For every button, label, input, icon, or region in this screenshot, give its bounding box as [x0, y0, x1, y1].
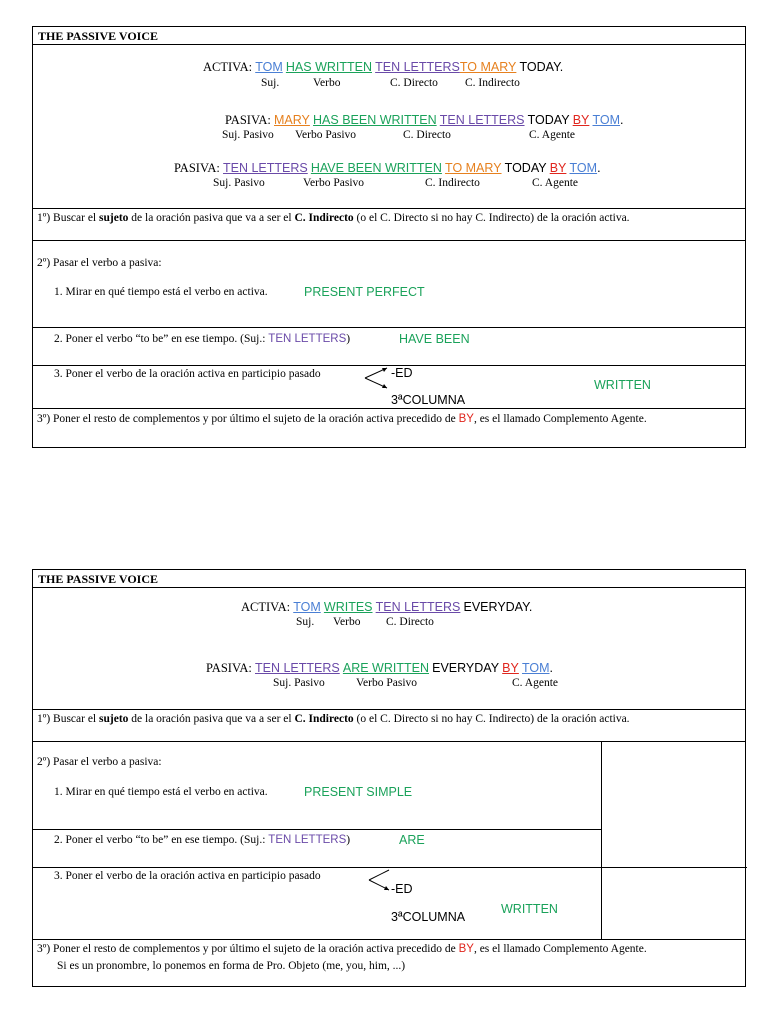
step-2-block	[33, 742, 745, 940]
tense-value: PRESENT SIMPLE	[304, 785, 413, 799]
participle-value: WRITTEN	[594, 378, 651, 392]
step-3-note: Si es un pronombre, lo ponemos en forma de Pro. Objeto (me, you, him, ...)	[57, 960, 406, 972]
label-cagente: C. Agente	[512, 677, 558, 689]
active-sentence: ACTIVA: TOM WRITES TEN LETTERS EVERYDAY.	[241, 600, 533, 614]
step-2-item-2: 2. Poner el verbo “to be” en ese tiempo. (Suj.: TEN LETTERS) HAVE BEEN	[33, 328, 745, 366]
passive-voice-table-1	[32, 26, 746, 448]
label-verbo-pasivo: Verbo Pasivo	[356, 677, 418, 689]
label-cagente: C. Agente	[529, 129, 575, 141]
step-1: 1º) Buscar el sujeto de la oración pasiva que va a ser el C. Indirecto (o el C. Directo si no hay C. Indirecto) de la oración activa.	[33, 710, 745, 742]
step-2-item-3: 3. Poner el verbo de la oración activa en participio pasado -ED 3ªCOLUMNA WRITTEN	[54, 870, 558, 924]
to-be-value: ARE	[399, 833, 425, 847]
step-2-item-1-text: 1. Mirar en qué tiempo está el verbo en activa.	[54, 286, 268, 298]
label-verbo: Verbo	[333, 616, 361, 628]
ed-ending: -ED	[391, 882, 413, 896]
step-3: 3º) Poner el resto de complementos y por último el sujeto de la oración activa precedido de BY, es el llamado Complemento Agente. Si es un pronombre, lo ponemos en forma de Pro. Objeto (me, you, him, ...)	[37, 943, 647, 972]
to-be-value: HAVE BEEN	[399, 332, 470, 346]
participle-value: WRITTEN	[501, 902, 558, 916]
label-cdirecto: C. Directo	[403, 129, 451, 141]
label-cindirecto: C. Indirecto	[425, 177, 480, 189]
step-1: 1º) Buscar el sujeto de la oración pasiva que va a ser el C. Indirecto (o el C. Directo si no hay C. Indirecto) de la oración activa.	[33, 209, 745, 241]
passive-sentence-1: PASIVA: MARY HAS BEEN WRITTEN TEN LETTERS TODAY BY TOM.	[225, 113, 624, 127]
table-title: THE PASSIVE VOICE	[33, 570, 745, 588]
examples-cell	[33, 45, 745, 209]
label-verbo-pasivo: Verbo Pasivo	[303, 177, 365, 189]
third-column: 3ªCOLUMNA	[391, 393, 466, 407]
label-verbo: Verbo	[313, 77, 341, 89]
passive-sentence-2: PASIVA: TEN LETTERS HAVE BEEN WRITTEN TO MARY TODAY BY TOM.	[174, 161, 601, 175]
examples-cell	[33, 588, 745, 710]
label-cagente: C. Agente	[532, 177, 578, 189]
label-cdirecto: C. Directo	[386, 616, 434, 628]
passive-voice-table-2	[32, 569, 746, 987]
step-2-heading: 2º) Pasar el verbo a pasiva:	[37, 756, 162, 768]
step-2-heading: 2º) Pasar el verbo a pasiva:	[37, 257, 162, 269]
ed-ending: -ED	[391, 366, 413, 380]
label-suj-pasivo: Suj. Pasivo	[222, 129, 274, 141]
tense-value: PRESENT PERFECT	[304, 285, 425, 299]
branch-arrows	[363, 366, 393, 392]
step-2-item-3: 3. Poner el verbo de la oración activa en participio pasado -ED 3ªCOLUMNA WRITTEN	[33, 366, 745, 409]
label-suj: Suj.	[261, 77, 280, 89]
label-cindirecto: C. Indirecto	[465, 77, 520, 89]
step-2-item-1: 2º) Pasar el verbo a pasiva: 1. Mirar en qué tiempo está el verbo en activa. PRESENT SIMPLE	[33, 742, 601, 830]
label-suj: Suj.	[296, 616, 315, 628]
label-suj-pasivo: Suj. Pasivo	[273, 677, 325, 689]
label-verbo-pasivo: Verbo Pasivo	[295, 129, 357, 141]
label-cdirecto: C. Directo	[390, 77, 438, 89]
active-sentence: ACTIVA: TOM HAS WRITTEN TEN LETTERSTO MARY TODAY.	[203, 60, 564, 74]
step-3: 3º) Poner el resto de complementos y por último el sujeto de la oración activa precedido de BY, es el llamado Complemento Agente.	[37, 413, 647, 425]
label-suj-pasivo: Suj. Pasivo	[213, 177, 265, 189]
passive-sentence: PASIVA: TEN LETTERS ARE WRITTEN EVERYDAY BY TOM.	[206, 661, 554, 675]
step-2-item-1	[33, 241, 745, 328]
table-title: THE PASSIVE VOICE	[33, 27, 745, 45]
step-2-item-2: 2. Poner el verbo “to be” en ese tiempo. (Suj.: TEN LETTERS) ARE	[33, 830, 747, 868]
third-column: 3ªCOLUMNA	[391, 910, 466, 924]
